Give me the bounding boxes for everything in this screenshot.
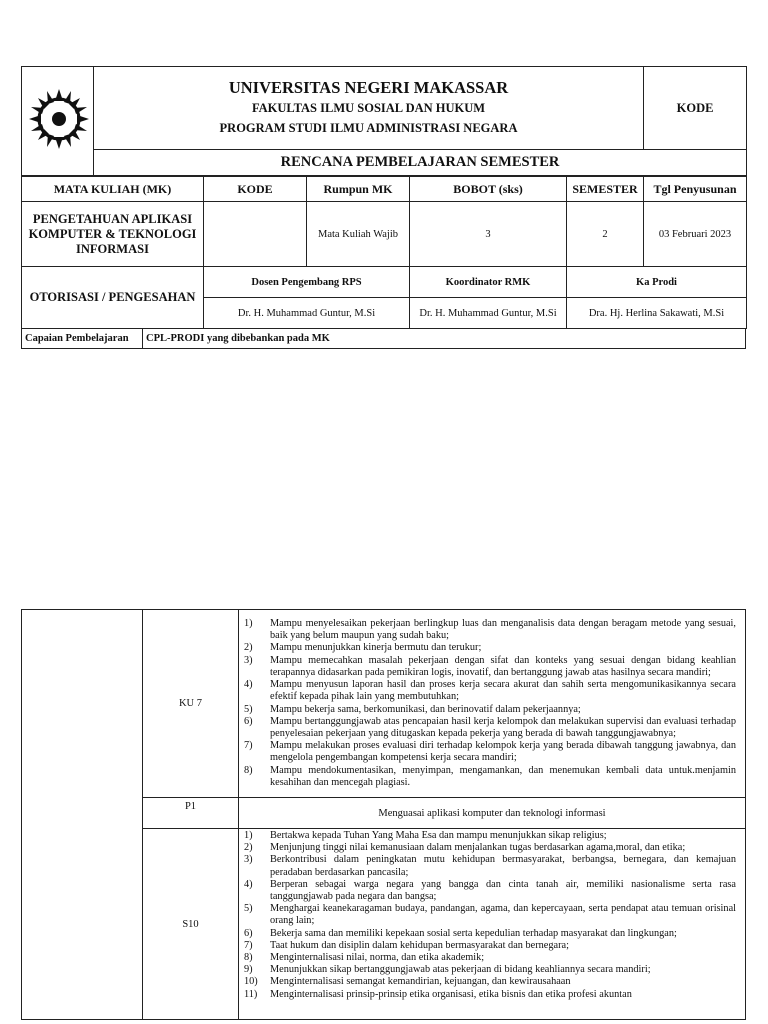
s10-items-cell	[239, 829, 746, 1020]
university-logo-icon	[25, 85, 93, 153]
s10-code: S10	[143, 829, 239, 1020]
cpl-detail-table	[21, 609, 746, 1020]
course-name: PENGETAHUAN APLIKASI KOMPUTER & TEKNOLOGI INFORMASI	[22, 202, 204, 267]
list-item: 11) Menginternalisasi prinsip-prinsip etika organisasi, etika bisnis dan etika profesi akuntan	[244, 988, 632, 1000]
role-ka-prodi: Ka Prodi	[567, 267, 747, 298]
header-semester: SEMESTER	[567, 177, 644, 202]
course-code	[204, 202, 307, 267]
list-item: 6) Bekerja sama dan memiliki kepekaan sosial serta kepedulian terhadap masyarakat dan lingkungan;	[244, 927, 677, 939]
course-rumpun: Mata Kuliah Wajib	[307, 202, 410, 267]
list-item: 5) Menghargai keanekaragaman budaya, pandangan, agama, dan kepercayaan, serta pendapat atau temuan orisinal orang lain;	[244, 903, 736, 927]
header-kode: KODE	[204, 177, 307, 202]
document-title: RENCANA PEMBELAJARAN SEMESTER	[94, 150, 747, 176]
header-mata-kuliah: MATA KULIAH (MK)	[22, 177, 204, 202]
list-item: 8) Mampu mendokumentasikan, menyimpan, mengamankan, dan menemukan kembali data untuk.menjamin kesahihan dan mencegah plagiasi.	[244, 764, 736, 788]
list-item: 3) Berkontribusi dalam peningkatan mutu kehidupan bermasyarakat, berbangsa, bernegara, dan kemajuan peradaban berdasarkan pancasila;	[244, 854, 736, 878]
name-ka-prodi: Dra. Hj. Herlina Sakawati, M.Si	[567, 298, 747, 329]
ku7-code: KU 7	[143, 610, 239, 798]
faculty-name: FAKULTAS ILMU SOSIAL DAN HUKUM	[251, 101, 486, 115]
name-koordinator-rmk: Dr. H. Muhammad Guntur, M.Si	[410, 298, 567, 329]
p1-code: P1	[143, 798, 239, 829]
ku7-list	[242, 617, 742, 790]
header-bobot: BOBOT (sks)	[410, 177, 567, 202]
logo-cell	[22, 67, 94, 176]
course-date: 03 Februari 2023	[644, 202, 747, 267]
list-item: 4) Berperan sebagai warga negara yang bangga dan cinta tanah air, memiliki nasionalisme serta rasa tanggungjawab pada negara dan bangsa;	[244, 878, 736, 903]
list-item: 2) Mampu menunjukkan kinerja bermutu dan terukur;	[244, 642, 482, 654]
cpl-table	[21, 328, 746, 349]
ku7-items-cell	[239, 610, 746, 798]
cpl-value: CPL-PRODI yang dibebankan pada MK	[143, 329, 746, 349]
role-dosen-pengembang: Dosen Pengembang RPS	[204, 267, 410, 298]
role-koordinator-rmk: Koordinator RMK	[410, 267, 567, 298]
list-item: 1) Bertakwa kepada Tuhan Yang Maha Esa dan mampu menunjukkan sikap religius;	[244, 830, 607, 841]
list-item: 1) Mampu menyelesaikan pekerjaan berlingkup luas dan menganalisis data dengan beragam metode yang sesuai, baik yang belum maupun yang sudah baku;	[244, 618, 736, 642]
institution-cell	[94, 67, 644, 150]
program-name: PROGRAM STUDI ILMU ADMINISTRASI NEGARA	[219, 121, 518, 135]
list-item: 7) Mampu melakukan proses evaluasi diri terhadap kelompok kerja yang berada dibawah tanggung jawabnya, dan mengelola pengembangan kompetensi kerja secara mandiri;	[244, 740, 736, 764]
cpl-label: Capaian Pembelajaran	[22, 329, 143, 349]
name-dosen-pengembang: Dr. H. Muhammad Guntur, M.Si	[204, 298, 410, 329]
list-item: 8) Menginternalisasi nilai, norma, dan etika akademik;	[244, 952, 485, 964]
list-item: 5) Mampu bekerja sama, berkomunikasi, dan berinovatif dalam pekerjaannya;	[244, 703, 581, 715]
s10-list	[242, 829, 742, 1002]
university-name: UNIVERSITAS NEGERI MAKASSAR	[228, 78, 509, 97]
course-semester: 2	[567, 202, 644, 267]
authorization-label: OTORISASI / PENGESAHAN	[22, 267, 204, 329]
list-item: 6) Mampu bertanggungjawab atas pencapaian hasil kerja kelompok dan melakukan supervisi dan evaluasi terhadap penyelesaian pekerjaan yang ditugaskan kepada pekerja yang berada di bawah tanggungjawabnya;	[244, 715, 736, 739]
rps-header-table	[21, 66, 747, 176]
list-item: 4) Mampu menyusun laporan hasil dan proses kerja secara akurat dan sahih serta mengomunikasikannya secara efektif kepada pihak lain yang membutuhkan;	[244, 679, 736, 703]
course-bobot: 3	[410, 202, 567, 267]
list-item: 3) Mampu memecahkan masalah pekerjaan dengan sifat dan konteks yang sesuai dengan bidang keahlian terapannya didasarkan pada pemikiran logis, inovatif, dan bertanggung jawab atas hasilnya secara mandiri;	[244, 654, 736, 678]
header-rumpun: Rumpun MK	[307, 177, 410, 202]
list-item: 7) Taat hukum dan disiplin dalam kehidupan bermasyarakat dan bernegara;	[244, 939, 569, 951]
list-item: 9) Menunjukkan sikap bertanggungjawab atas pekerjaan di bidang keahliannya secara mandiri;	[244, 964, 651, 976]
list-item: 10) Menginternalisasi semangat kemandirian, kejuangan, dan kewirausahaan	[244, 976, 571, 988]
header-tgl-penyusunan: Tgl Penyusunan	[644, 177, 747, 202]
list-item: 2) Menjunjung tinggi nilai kemanusiaan dalam menjalankan tugas berdasarkan agama,moral, dan etika;	[244, 842, 686, 854]
course-info-table	[21, 176, 747, 329]
cpl-empty-cell	[22, 610, 143, 1020]
p1-text: Menguasai aplikasi komputer dan teknologi informasi	[239, 798, 746, 829]
kode-label: KODE	[644, 67, 747, 150]
